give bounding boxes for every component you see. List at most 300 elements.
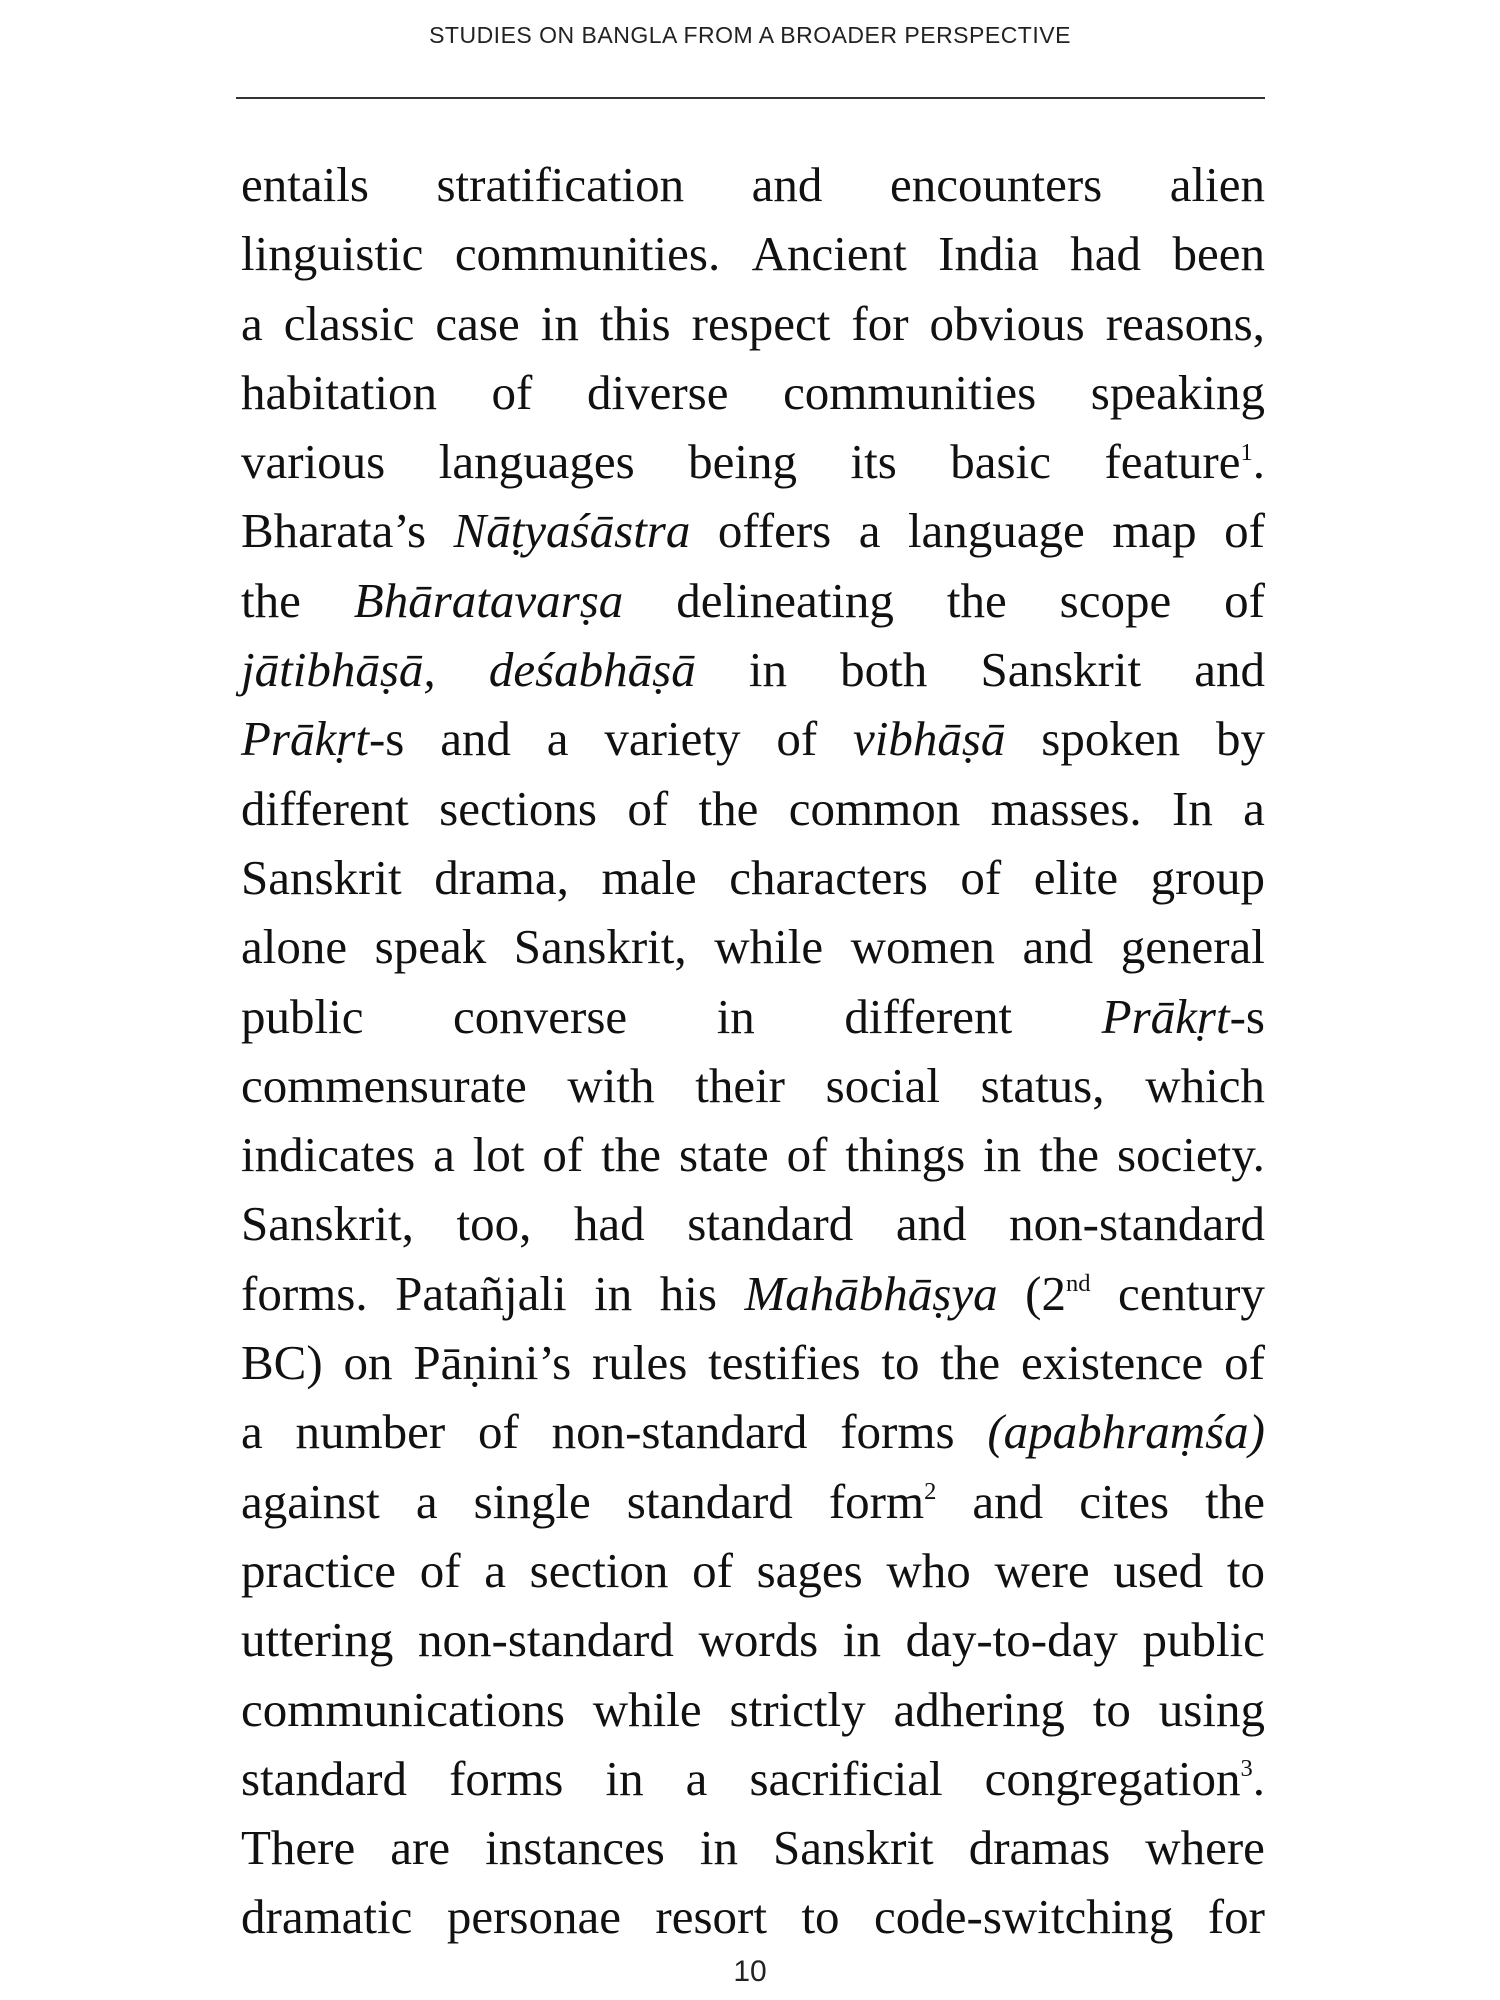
word-text: spoken — [1041, 711, 1181, 767]
word-text: day-to-day — [905, 1612, 1118, 1668]
word-text: different — [241, 780, 409, 836]
word-text: of — [1224, 1335, 1265, 1391]
word-text: while — [714, 919, 824, 975]
word-text: to — [1092, 1681, 1131, 1737]
word-text: male — [601, 849, 697, 905]
word-text: in — [594, 1265, 633, 1321]
word-text: the — [940, 1335, 1001, 1391]
word — [484, 1536, 506, 1605]
word-text: scope — [1059, 572, 1172, 628]
word — [241, 774, 409, 843]
word — [416, 1467, 438, 1536]
word — [354, 566, 624, 635]
word-text: offers — [717, 503, 832, 559]
word — [592, 1328, 687, 1397]
text-line — [241, 912, 1265, 981]
text-line — [241, 1536, 1265, 1605]
text-line — [241, 566, 1265, 635]
word-text: the — [241, 572, 301, 628]
word-text: in — [842, 1612, 881, 1668]
word — [851, 427, 897, 496]
word — [418, 1605, 674, 1674]
word — [687, 1189, 853, 1258]
word — [881, 1328, 919, 1397]
text-line — [241, 982, 1265, 1051]
footnote-marker: 1 — [1240, 438, 1253, 466]
word-text: the — [601, 1127, 662, 1183]
word-text: of — [960, 849, 1002, 905]
word-text: cites — [1079, 1473, 1170, 1529]
word — [851, 289, 908, 358]
word-text: to — [801, 1889, 840, 1945]
word-text: testifies — [708, 1335, 861, 1391]
word-text: forms — [449, 1750, 564, 1806]
word — [1093, 1675, 1131, 1744]
text-line — [241, 1397, 1265, 1466]
word — [241, 704, 404, 773]
italic-term: Bhāratavarṣa — [353, 572, 624, 628]
word — [947, 566, 1007, 635]
word-text: of — [491, 364, 533, 420]
word — [1079, 1467, 1169, 1536]
word-text: code-switching — [874, 1889, 1174, 1945]
word — [940, 1328, 1000, 1397]
text-line — [241, 1744, 1265, 1813]
word — [456, 1189, 531, 1258]
text-line — [241, 704, 1265, 773]
word-text: case — [435, 295, 520, 351]
word — [708, 1328, 860, 1397]
word-text: to — [881, 1335, 920, 1391]
word-text: map — [1112, 503, 1197, 559]
word — [930, 289, 1085, 358]
word-text: Ancient — [751, 226, 907, 282]
word-text: status, — [980, 1057, 1105, 1113]
word — [1106, 289, 1265, 358]
word — [627, 1467, 793, 1536]
word-text: drama, — [434, 849, 569, 905]
word — [773, 1813, 934, 1882]
word — [980, 635, 1141, 704]
word — [874, 1882, 1173, 1951]
word — [420, 1536, 461, 1605]
text-line — [241, 358, 1265, 427]
word-text: (2 — [1025, 1265, 1066, 1321]
word — [284, 289, 415, 358]
word — [1121, 912, 1265, 981]
word-text: dramatic — [241, 1889, 413, 1945]
word — [439, 427, 635, 496]
word-text: Sanskrit — [773, 1820, 934, 1876]
word-text: where — [1145, 1820, 1265, 1876]
word-suffix: . — [1252, 1750, 1265, 1806]
word — [241, 1536, 396, 1605]
word-text: sections — [439, 780, 598, 836]
word-text: had — [1070, 226, 1142, 282]
word — [1025, 1259, 1090, 1328]
word — [1243, 774, 1265, 843]
word — [375, 912, 487, 981]
word-text: in — [748, 642, 787, 698]
word-text: dramas — [968, 1820, 1111, 1876]
word — [241, 427, 385, 496]
word — [1117, 1120, 1265, 1189]
word — [679, 1120, 769, 1189]
word-text: masses. — [990, 780, 1142, 836]
word — [983, 1120, 1021, 1189]
word-text: obvious — [929, 295, 1085, 351]
word-text: rules — [592, 1335, 688, 1391]
word-text: BC) — [241, 1335, 323, 1391]
word-text: to — [1226, 1542, 1265, 1598]
word-text: their — [695, 1057, 785, 1113]
word — [435, 289, 519, 358]
word — [1145, 1813, 1265, 1882]
word-text: single — [473, 1473, 591, 1529]
word — [489, 635, 696, 704]
word-text: using — [1158, 1681, 1265, 1737]
word — [801, 1882, 839, 1951]
text-line — [241, 1813, 1265, 1882]
word — [1224, 566, 1265, 635]
word-text: diverse — [586, 364, 729, 420]
word-text: of — [786, 1127, 828, 1183]
word — [840, 635, 927, 704]
text-line — [241, 1467, 1265, 1536]
word-text: respect — [691, 295, 831, 351]
word-text: in — [699, 1820, 738, 1876]
word-text: been — [1172, 226, 1265, 282]
word-text: were — [994, 1542, 1090, 1598]
word — [776, 704, 817, 773]
word-text: classic — [283, 295, 415, 351]
word-text: used — [1113, 1542, 1204, 1598]
italic-term: Mahābhāṣya — [744, 1265, 998, 1321]
word — [1208, 1882, 1265, 1951]
word-text: stratification — [436, 157, 685, 212]
word-text: Pāṇini’s — [413, 1335, 572, 1391]
word-text: In — [1172, 780, 1213, 836]
word-text: Sanskrit, — [241, 1196, 414, 1252]
word — [714, 912, 823, 981]
word-text: indicates — [241, 1127, 416, 1183]
word — [241, 1467, 380, 1536]
word — [492, 358, 533, 427]
word — [1216, 704, 1265, 773]
word-text: sages — [756, 1542, 863, 1598]
word — [994, 1536, 1089, 1605]
word — [241, 289, 263, 358]
word-text: in — [605, 1750, 644, 1806]
word-text: resort — [655, 1889, 767, 1945]
word — [474, 1467, 591, 1536]
word-text: lot — [472, 1127, 525, 1183]
word-text: alien — [1169, 157, 1265, 212]
word — [1113, 1536, 1203, 1605]
word-suffix: . — [1252, 434, 1265, 490]
text-line — [241, 774, 1265, 843]
word-text: of — [627, 780, 669, 836]
word-text: standard — [687, 1196, 854, 1252]
text-line — [241, 1051, 1265, 1120]
word-text: speaking — [1090, 364, 1265, 420]
italic-term: deśabhāṣā — [488, 642, 696, 698]
word-text: linguistic — [241, 226, 424, 282]
word — [344, 1328, 393, 1397]
word-text: communities — [783, 364, 1037, 420]
word — [749, 635, 787, 704]
word-text: the — [946, 572, 1007, 628]
word — [1159, 1675, 1265, 1744]
word-text: delineating — [676, 572, 894, 628]
word — [601, 843, 696, 912]
word-text: Bharata’s — [241, 503, 427, 559]
word — [241, 1189, 414, 1258]
word-text: a — [241, 295, 263, 351]
word — [241, 1605, 393, 1674]
word — [241, 1813, 355, 1882]
word-text: a — [1243, 780, 1265, 836]
word — [1102, 982, 1265, 1051]
word — [688, 427, 797, 496]
word — [843, 1605, 881, 1674]
word — [692, 289, 831, 358]
word — [985, 1744, 1265, 1813]
italic-term: Prākṛt — [1101, 988, 1230, 1044]
word-text: feature — [1104, 434, 1241, 490]
word-text: non-standard — [1009, 1196, 1265, 1252]
word-text: a — [415, 1473, 438, 1529]
word-text: against — [241, 1473, 380, 1529]
italic-term: jātibhāṣā, — [241, 642, 436, 698]
word-text: practice — [241, 1542, 397, 1598]
word — [478, 1397, 519, 1466]
word-text: society. — [1116, 1127, 1265, 1183]
word-text: language — [907, 503, 1085, 559]
word — [567, 1051, 654, 1120]
word — [241, 150, 369, 219]
word-text: congregation — [984, 1750, 1241, 1806]
word-text: of — [692, 1542, 733, 1598]
word — [547, 704, 569, 773]
word-text: in — [540, 295, 579, 351]
word — [587, 358, 729, 427]
word-text: public — [1142, 1612, 1265, 1668]
word-text: section — [529, 1542, 669, 1598]
italic-term: Nāṭyaśāstra — [453, 503, 691, 559]
word-text: communications — [241, 1681, 565, 1737]
word — [241, 496, 426, 565]
word — [434, 843, 569, 912]
word-text: of — [542, 1127, 584, 1183]
word — [908, 496, 1085, 565]
word — [972, 1467, 1043, 1536]
word — [886, 1536, 970, 1605]
text-line — [241, 219, 1265, 288]
word — [1112, 496, 1196, 565]
word — [1022, 912, 1093, 981]
word-text: personae — [446, 1889, 621, 1945]
word-text: and — [440, 711, 511, 767]
word — [241, 1744, 407, 1813]
text-line — [241, 427, 1265, 496]
word-text: variety — [604, 711, 741, 767]
word-text: Sanskrit — [980, 642, 1142, 698]
word — [851, 912, 995, 981]
word — [436, 150, 684, 219]
word-text: habitation — [241, 364, 437, 420]
word-text: of — [419, 1542, 461, 1598]
word — [439, 774, 597, 843]
word-text: various — [241, 434, 386, 490]
word — [840, 1397, 954, 1466]
word-text: and — [751, 157, 823, 212]
word-text: who — [886, 1542, 971, 1598]
word — [757, 1536, 863, 1605]
italic-term: (apabhraṃśa) — [987, 1404, 1265, 1460]
word — [906, 1605, 1118, 1674]
word-text: had — [573, 1196, 645, 1252]
word — [660, 1259, 717, 1328]
word — [541, 289, 579, 358]
word-text: forms — [840, 1404, 955, 1460]
word — [698, 1605, 818, 1674]
word-text: the — [1205, 1473, 1265, 1529]
word — [627, 774, 668, 843]
word — [241, 635, 436, 704]
word — [890, 150, 1102, 219]
word — [453, 982, 627, 1051]
word-text: and — [895, 1196, 967, 1252]
word-text: in — [716, 988, 755, 1044]
text-line — [241, 1259, 1265, 1328]
word-suffix: -s — [368, 711, 405, 767]
word — [241, 1397, 263, 1466]
word-text: too, — [456, 1196, 532, 1252]
running-head: STUDIES ON BANGLA FROM A BROADER PERSPECTIVE — [429, 22, 1071, 48]
word-text: There — [241, 1820, 356, 1876]
word — [695, 1051, 785, 1120]
word — [241, 219, 423, 288]
word — [241, 982, 363, 1051]
word — [1039, 1120, 1099, 1189]
word-text: social — [825, 1057, 940, 1113]
word-text: its — [850, 434, 897, 490]
word-text: and — [972, 1473, 1044, 1529]
word — [749, 1744, 942, 1813]
word — [1172, 219, 1265, 288]
word — [789, 774, 960, 843]
word-text: are — [390, 1820, 451, 1876]
word — [241, 1882, 412, 1951]
word — [729, 843, 928, 912]
word-text: a — [685, 1750, 708, 1806]
word — [699, 774, 759, 843]
word — [1145, 1051, 1265, 1120]
word-text: speak — [374, 919, 487, 975]
word — [574, 1189, 645, 1258]
italic-term: Prākṛt — [241, 711, 369, 767]
text-line — [241, 1882, 1265, 1951]
word — [893, 1675, 1064, 1744]
text-line — [241, 289, 1265, 358]
word-text: in — [983, 1127, 1022, 1183]
word — [787, 1120, 828, 1189]
word — [514, 912, 687, 981]
word — [241, 912, 347, 981]
word-text: elite — [1033, 849, 1119, 905]
word-text: things — [845, 1127, 966, 1183]
word — [241, 1259, 368, 1328]
word — [473, 1120, 525, 1189]
word-text: non-standard — [551, 1404, 808, 1460]
word — [485, 1813, 665, 1882]
word-text: and — [1022, 919, 1094, 975]
word — [845, 1120, 965, 1189]
text-line — [241, 1120, 1265, 1189]
word — [530, 1536, 669, 1605]
word-text: while — [592, 1681, 702, 1737]
footnote-marker: nd — [1065, 1270, 1091, 1298]
word — [1021, 1328, 1203, 1397]
word — [686, 1744, 708, 1813]
word-text: standard — [626, 1473, 793, 1529]
word-text: standard — [241, 1750, 407, 1806]
word — [730, 1675, 866, 1744]
word — [981, 1051, 1105, 1120]
word — [1009, 1189, 1265, 1258]
word-text: of — [776, 711, 818, 767]
word — [844, 982, 1012, 1051]
word — [552, 1397, 808, 1466]
header-rule — [236, 97, 1265, 99]
word — [1142, 1605, 1264, 1674]
word-text: for — [1207, 1889, 1265, 1945]
word-text: a — [484, 1542, 506, 1598]
word-text: basic — [950, 434, 1051, 490]
text-line — [241, 843, 1265, 912]
italic-term: vibhāṣā — [853, 711, 1006, 767]
word-text: uttering — [241, 1612, 394, 1668]
word — [593, 1675, 702, 1744]
word — [1205, 1467, 1265, 1536]
word — [1172, 774, 1213, 843]
word — [1034, 843, 1118, 912]
word — [752, 150, 823, 219]
word-text: for — [851, 295, 909, 351]
word-text: women — [850, 919, 995, 975]
word — [859, 496, 881, 565]
text-line — [241, 150, 1265, 219]
word-text: common — [788, 780, 961, 836]
word — [655, 1882, 767, 1951]
word — [950, 427, 1051, 496]
word-text: commensurate — [241, 1057, 527, 1113]
word — [1070, 219, 1141, 288]
word — [692, 1536, 733, 1605]
word — [1041, 704, 1180, 773]
word-text: Sanskrit — [241, 849, 402, 905]
word-text: sacrificial — [749, 1750, 943, 1806]
word — [938, 219, 1039, 288]
word — [449, 1744, 563, 1813]
text-line — [241, 1675, 1265, 1744]
word-text: number — [295, 1404, 446, 1460]
word — [676, 566, 894, 635]
word — [1118, 1259, 1265, 1328]
word-text: Sanskrit, — [513, 919, 687, 975]
word — [604, 704, 740, 773]
